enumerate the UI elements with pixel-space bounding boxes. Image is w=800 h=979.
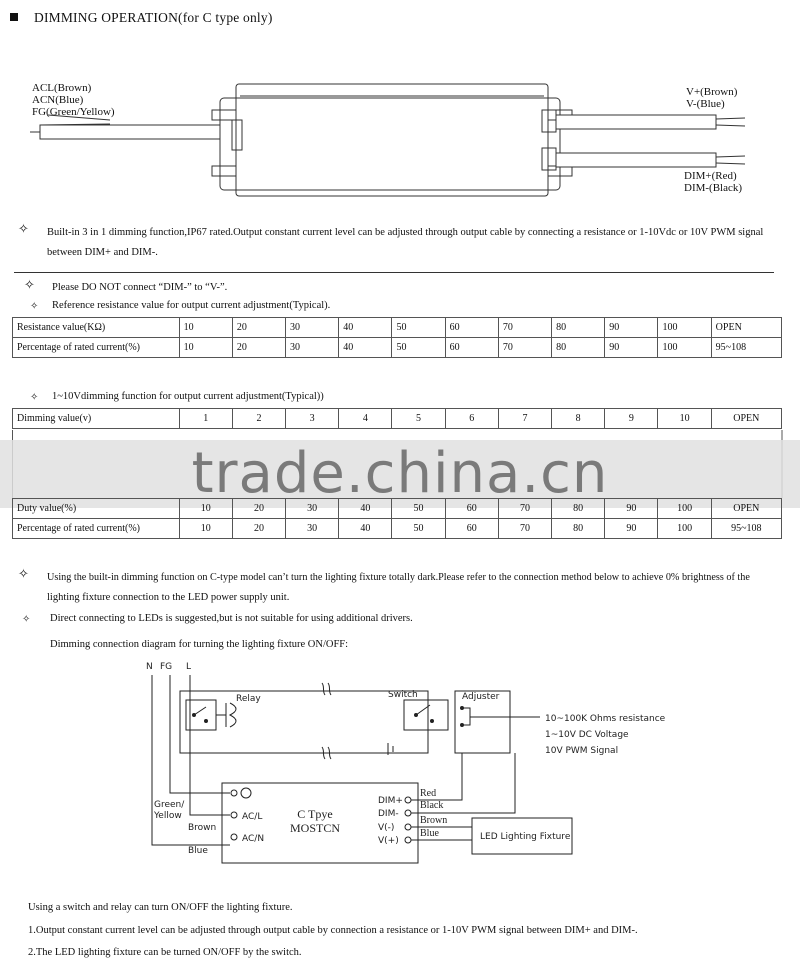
adjuster-option-3: 10V PWM Signal (545, 746, 619, 756)
table-cell: 9 (605, 409, 658, 429)
blue-out-wire-label: Blue (420, 828, 439, 839)
table-cell: 90 (605, 499, 658, 519)
output-wires (556, 115, 745, 167)
table-cell: 10 (179, 499, 232, 519)
table-cell: 40 (339, 499, 392, 519)
warning-note: Please DO NOT connect “DIM-” to “V-”. (52, 282, 228, 293)
table-cell: OPEN (711, 318, 781, 338)
diagram-caption: Dimming connection diagram for turning the lighting fixture ON/OFF: (50, 639, 349, 650)
relay-label: Relay (236, 694, 261, 704)
driver-label-line2: MOSTCN (289, 821, 341, 835)
power-supply-drawing (0, 70, 800, 200)
table-cell: 20 (232, 318, 285, 338)
table-cell: 30 (286, 499, 339, 519)
table-cell: 30 (286, 519, 339, 539)
table-cell: 100 (658, 499, 711, 519)
table-cell: 80 (552, 519, 605, 539)
vminus-terminal-label: V(-) (378, 823, 395, 833)
table-cell: 50 (392, 338, 445, 358)
acn-terminal-label: AC/N (242, 834, 265, 844)
table-cell: Dimming value(v) (13, 409, 180, 429)
housing (212, 84, 572, 196)
dimminus-label: DIM-(Black) (684, 182, 743, 194)
table-row (13, 338, 782, 358)
table-cell: 80 (552, 499, 605, 519)
table-cell: 30 (286, 338, 339, 358)
fg-label: FG (160, 662, 173, 672)
footer-line-1: 1.Output constant current level can be adjusted through output cable by connection a resistance or 1-10V PWM signal between DIM+ and DIM-. (28, 925, 638, 936)
table-cell: 80 (552, 318, 605, 338)
led-fixture-label: LED Lighting Fixture (480, 832, 571, 842)
table-cell: 90 (605, 519, 658, 539)
table-cell: 50 (392, 519, 445, 539)
table-cell: 20 (232, 519, 285, 539)
table-cell: 70 (498, 318, 551, 338)
green-yellow-label-2: Yellow (154, 811, 182, 821)
table-cell: Duty value(%) (13, 499, 180, 519)
table-cell: 8 (552, 409, 605, 429)
acn-label: ACN(Blue) (32, 94, 84, 106)
table-cell: 90 (605, 318, 658, 338)
table-cell: 10 (658, 409, 711, 429)
builtin-note-line1: Built-in 3 in 1 dimming function,IP67 rated.Output constant current level can be adjusted through output cable by connecting a resistance or 1-10Vdc or 10V PWM signal (47, 227, 764, 238)
vplus-label: V+(Brown) (686, 86, 738, 98)
table-cell: 40 (339, 318, 392, 338)
table-cell: 10 (179, 338, 232, 358)
table-cell: OPEN (711, 499, 781, 519)
dimming-star-icon: ✧ (30, 392, 39, 403)
adjuster-option-2: 1~10V DC Voltage (545, 730, 629, 740)
vminus-label: V-(Blue) (686, 98, 725, 110)
section-title-text: DIMMING OPERATION(for C type only) (34, 10, 273, 25)
table-cell: 3 (286, 409, 339, 429)
table-row (13, 499, 782, 519)
table-cell: Percentage of rated current(%) (13, 519, 180, 539)
voltage-table-bottom (12, 498, 782, 539)
table-cell: 100 (658, 318, 711, 338)
input-wires (30, 115, 220, 139)
table-cell: 4 (339, 409, 392, 429)
table-cell: Percentage of rated current(%) (13, 338, 180, 358)
reference-note: Reference resistance value for output current adjustment(Typical). (52, 300, 331, 311)
footer-line-2: 2.The LED lighting fixture can be turned ON/OFF by the switch. (28, 947, 302, 958)
table-cell: 30 (286, 318, 339, 338)
direct-note: Direct connecting to LEDs is suggested,but is not suitable for using additional drivers. (50, 613, 413, 624)
red-wire-label: Red (420, 788, 437, 799)
dimplus-label: DIM+(Red) (684, 170, 737, 182)
cant-dark-note-line1: Using the built-in dimming function on C-type model can’t turn the lighting fixture totally dark.Please refer to the connection method below to achieve 0% brightness of the (47, 572, 750, 583)
adjuster-option-1: 10~100K Ohms resistance (545, 714, 666, 724)
table-cell: 60 (445, 499, 498, 519)
table-cell: 7 (498, 409, 551, 429)
table-cell: 70 (498, 519, 551, 539)
table-cell: 50 (392, 318, 445, 338)
blue-label: Blue (188, 846, 208, 856)
table-cell: 70 (498, 499, 551, 519)
divider (14, 272, 774, 273)
brown-out-wire-label: Brown (420, 815, 448, 826)
wiring-diagram (0, 655, 800, 870)
acl-terminal-label: AC/L (242, 812, 263, 822)
acl-label: ACL(Brown) (32, 82, 92, 94)
table-cell: 50 (392, 499, 445, 519)
table-cell: 6 (445, 409, 498, 429)
l-label: L (186, 662, 192, 672)
table-cell: 70 (498, 338, 551, 358)
vplus-terminal-label: V(+) (378, 836, 399, 846)
table-cell: 10 (179, 519, 232, 539)
builtin-note-line2: between DIM+ and DIM-. (47, 247, 158, 258)
driver-label-line1: C Tpye (297, 807, 333, 821)
table-cell: 1 (179, 409, 232, 429)
table-cell: 10 (179, 318, 232, 338)
bullet-square-icon (10, 13, 18, 21)
table-cell: 20 (232, 499, 285, 519)
n-label: N (146, 662, 153, 672)
resistance-table (12, 317, 782, 358)
brown-label: Brown (188, 823, 217, 833)
table-cell: 95~108 (711, 519, 781, 539)
black-wire-label: Black (420, 800, 444, 811)
table-cell: 80 (552, 338, 605, 358)
table-cell: 60 (445, 519, 498, 539)
table-row (13, 409, 782, 429)
section-title (10, 10, 273, 26)
adjuster-label: Adjuster (462, 692, 500, 702)
warning-star-icon: ✧ (24, 277, 35, 292)
dimplus-terminal-label: DIM+ (378, 796, 403, 806)
table-cell: 90 (605, 338, 658, 358)
note-star-icon: ✧ (18, 221, 29, 236)
table-cell: 20 (232, 338, 285, 358)
table-cell: 100 (658, 338, 711, 358)
fg-label: FG(Green/Yellow) (32, 106, 115, 118)
table-cell: OPEN (711, 409, 781, 429)
table-cell: 60 (445, 318, 498, 338)
reference-star-icon: ✧ (30, 301, 39, 312)
footer-line-0: Using a switch and relay can turn ON/OFF the lighting fixture. (28, 902, 293, 913)
table-cell: 40 (339, 338, 392, 358)
table-row (13, 318, 782, 338)
table-cell: 5 (392, 409, 445, 429)
table-cell: 100 (658, 519, 711, 539)
table-row (13, 519, 782, 539)
cant-dark-star-icon: ✧ (18, 566, 29, 581)
dimming-1-10v-note: 1~10Vdimming function for output current adjustment(Typical)) (52, 391, 324, 402)
direct-star-icon: ✧ (22, 614, 31, 625)
table-cell: 40 (339, 519, 392, 539)
dimming-1-10v-text: 1~10Vdimming function for output current adjustment(Typical) (52, 391, 321, 402)
table-cell: 95~108 (711, 338, 781, 358)
table-cell: 2 (232, 409, 285, 429)
green-yellow-label-1: Green/ (154, 800, 185, 810)
table-cell: Resistance value(KΩ) (13, 318, 180, 338)
table-cell: 60 (445, 338, 498, 358)
watermark: trade.china.cn (0, 440, 800, 508)
voltage-table-top (12, 408, 782, 429)
dimminus-terminal-label: DIM- (378, 809, 399, 819)
switch-label: Switch (388, 690, 418, 700)
cant-dark-note-line2: lighting fixture connection to the LED power supply unit. (47, 592, 290, 603)
